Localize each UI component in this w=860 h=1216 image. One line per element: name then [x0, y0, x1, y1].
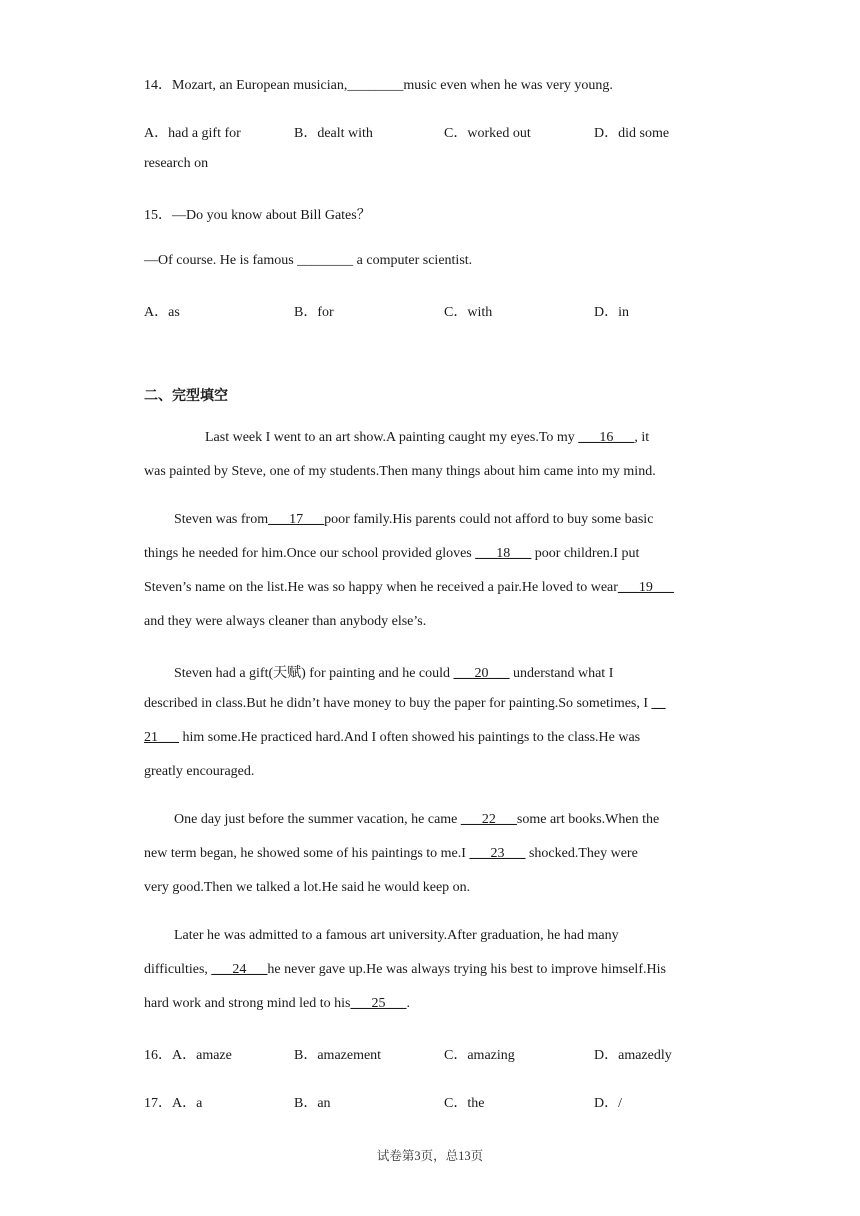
passage-line: new term began, he showed some of his paintings to me.I ___23___ shocked.They were [144, 846, 638, 861]
blank-23: ___23___ [469, 846, 526, 861]
passage-line: 21___ him some.He practiced hard.And I often showed his paintings to the class.He was [144, 730, 641, 745]
q15-option-c: C．with [444, 305, 493, 320]
q17-option-d: D．/ [594, 1096, 622, 1111]
blank-16: ___16___ [578, 430, 635, 445]
q16-option-c: C．amazing [444, 1048, 515, 1063]
passage-line: difficulties, ___24___he never gave up.He was always trying his best to improve himself.His [144, 962, 666, 977]
passage-line: and they were always cleaner than anybody else’s. [144, 614, 427, 629]
section-title: 二、完型填空 [144, 388, 228, 404]
passage-line: One day just before the summer vacation, he came ___22___some art books.When the [174, 812, 660, 827]
passage-line: described in class.But he didn’t have money to buy the paper for painting.So sometimes, I __ [144, 696, 666, 711]
passage-line: very good.Then we talked a lot.He said he would keep on. [144, 880, 471, 895]
question-15-stem: 15．—Do you know about Bill Gates？ [144, 208, 371, 223]
q17-option-b: B．an [294, 1096, 331, 1111]
blank-20: ___20___ [453, 666, 510, 681]
blank-17: ___17___ [268, 512, 325, 527]
q17-option-c: C．the [444, 1096, 485, 1111]
passage-line: hard work and strong mind led to his___25___. [144, 996, 410, 1011]
passage-line: Later he was admitted to a famous art university.After graduation, he had many [174, 928, 619, 943]
blank-21-start: __ [651, 696, 666, 711]
q14-option-d-continuation: research on [144, 156, 209, 171]
passage-line: Last week I went to an art show.A painting caught my eyes.To my ___16___, it [205, 430, 650, 445]
q15-option-a: A．as [144, 305, 180, 320]
passage-line: Steven had a gift(天赋) for painting and he could ___20___ understand what I [174, 666, 614, 681]
passage-line: Steven was from___17___poor family.His parents could not afford to buy some basic [174, 512, 654, 527]
q14-option-b: B．dealt with [294, 126, 373, 141]
blank-18: ___18___ [475, 546, 532, 561]
passage-line: greatly encouraged. [144, 764, 255, 779]
q15-option-d: D．in [594, 305, 629, 320]
question-14-stem: 14．Mozart, an European musician,________music even when he was very young. [144, 78, 613, 93]
q15-option-b: B．for [294, 305, 334, 320]
q17-option-a: 17．A．a [144, 1096, 203, 1111]
q16-option-a: 16．A．amaze [144, 1048, 232, 1063]
passage-line: Steven’s name on the list.He was so happy when he received a pair.He loved to wear___19___ [144, 580, 674, 595]
blank-22: ___22___ [460, 812, 517, 827]
blank-21: 21___ [144, 730, 179, 745]
blank-24: ___24___ [211, 962, 268, 977]
blank-25: ___25___ [350, 996, 407, 1011]
blank-19: ___19___ [617, 580, 674, 595]
passage-line: things he needed for him.Once our school provided gloves ___18___ poor children.I put [144, 546, 640, 561]
q16-option-d: D．amazedly [594, 1048, 672, 1063]
q14-option-d: D．did some [594, 126, 670, 141]
passage-line: was painted by Steve, one of my students.Then many things about him came into my mind. [144, 464, 656, 479]
q14-option-a: A．had a gift for [144, 126, 241, 141]
q14-option-c: C．worked out [444, 126, 531, 141]
q16-option-b: B．amazement [294, 1048, 382, 1063]
question-15-reply: —Of course. He is famous ________ a computer scientist. [144, 253, 473, 268]
page-footer: 试卷第3页，总13页 [376, 1149, 484, 1163]
